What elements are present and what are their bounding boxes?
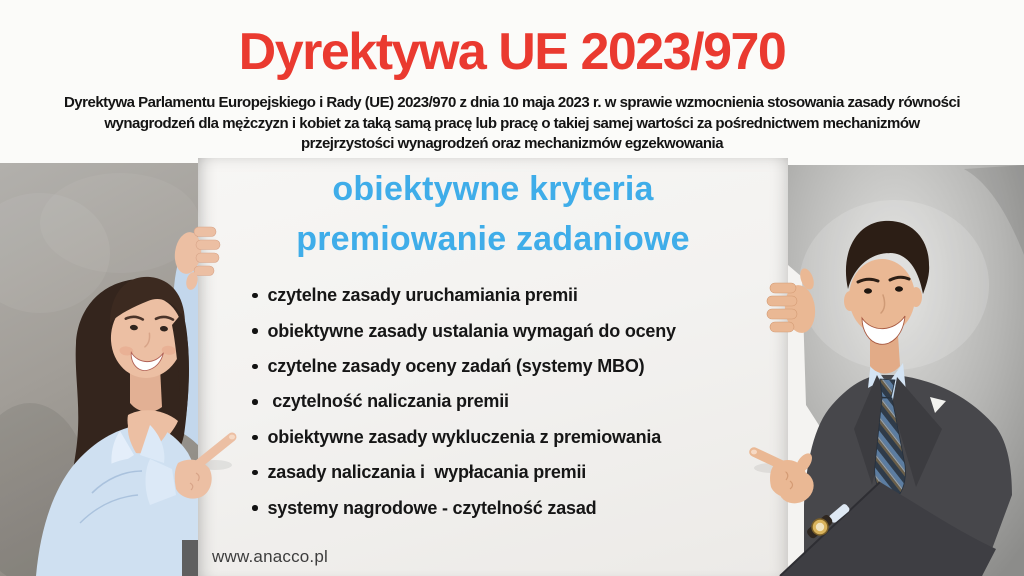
bullet-item: obiektywne zasady wykluczenia z premiowania <box>246 420 676 455</box>
bullet-item: czytelność naliczania premii <box>246 384 676 419</box>
bullet-item: zasady naliczania i wypłacania premii <box>246 455 676 490</box>
bullet-list <box>246 278 676 526</box>
website-url: www.anacco.pl <box>212 547 328 566</box>
page-title: Dyrektywa UE 2023/970 <box>238 23 786 81</box>
bullet-dot-icon <box>252 328 258 334</box>
bullet-dot-icon <box>252 293 258 299</box>
bullet-dot-icon <box>252 364 258 370</box>
woman-presenter-photo <box>0 163 240 576</box>
man-presenter-photo <box>744 165 1024 576</box>
subtitle-line-2: wynagrodzeń dla mężczyzn i kobiet za taką samą pracę lub pracę o takiej samej wartości za pośrednictwem mechanizmów <box>104 114 920 132</box>
board-heading <box>198 164 788 264</box>
bullet-dot-icon <box>252 505 258 511</box>
subtitle <box>0 93 1024 155</box>
bullet-item: czytelne zasady oceny zadań (systemy MBO) <box>246 349 676 384</box>
bullet-dot-icon <box>252 399 258 405</box>
board-heading-line-2: premiowanie zadaniowe <box>296 220 690 258</box>
subtitle-line-3: przejrzystości wynagrodzeń oraz mechanizmów egzekwowania <box>300 135 724 152</box>
bullet-dot-icon <box>252 470 258 476</box>
bullet-item: systemy nagrodowe - czytelność zasad <box>246 490 676 525</box>
bullet-item: czytelne zasady uruchamiania premii <box>246 278 676 313</box>
bullet-item: obiektywne zasady ustalania wymagań do oceny <box>246 313 676 348</box>
whiteboard-panel <box>198 158 788 576</box>
board-heading-line-1: obiektywne kryteria <box>332 170 654 208</box>
bullet-dot-icon <box>252 435 258 441</box>
subtitle-line-1: Dyrektywa Parlamentu Europejskiego i Rady (UE) 2023/970 z dnia 10 maja 2023 r. w sprawie wzmocnienia stosowania zasady równości <box>63 94 961 111</box>
